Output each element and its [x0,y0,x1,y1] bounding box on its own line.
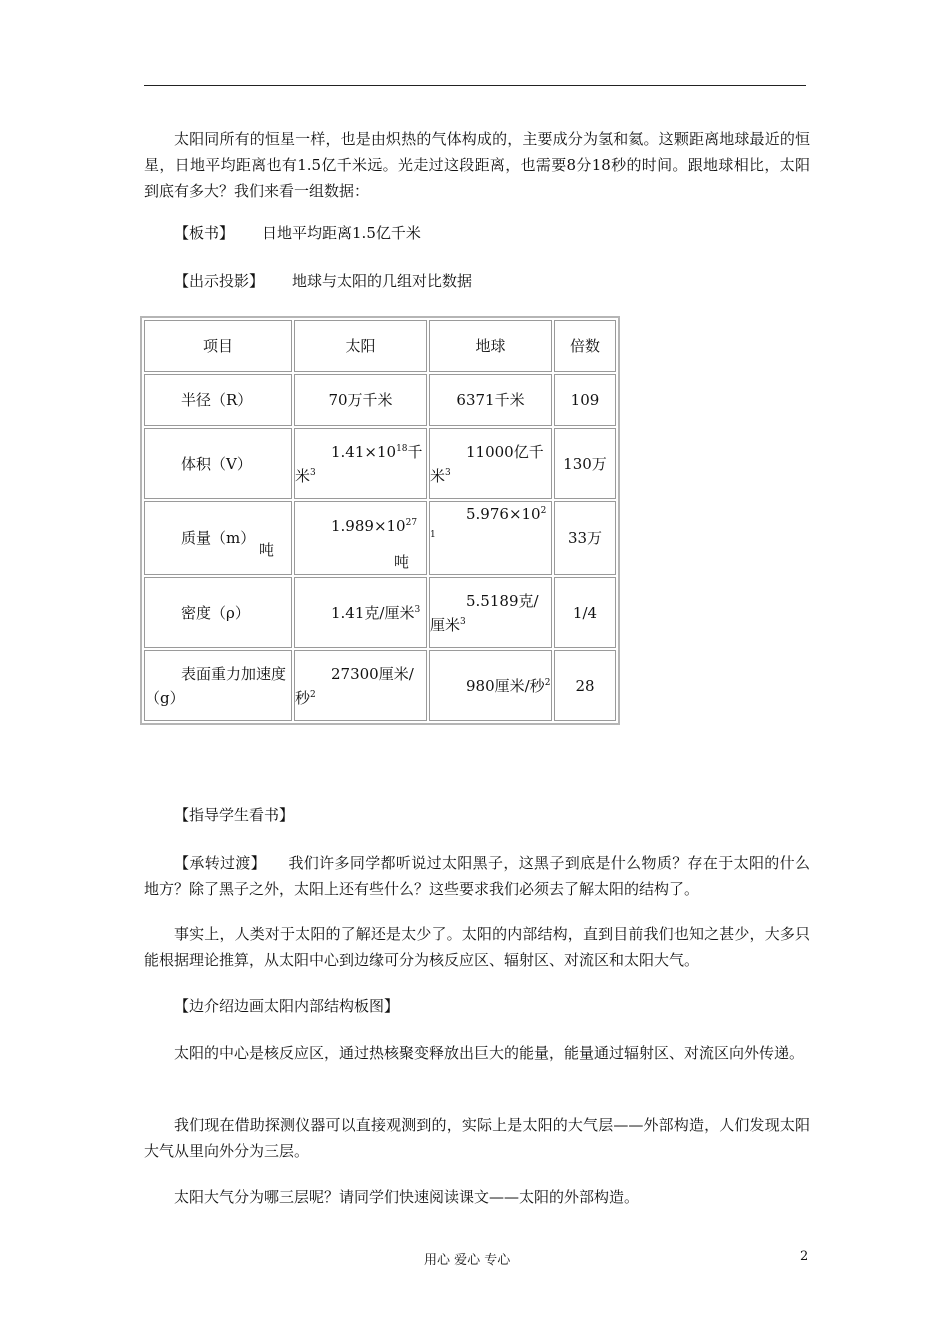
header-ratio: 倍数 [554,320,616,372]
show-line [144,268,810,294]
table-row [144,650,616,721]
mass-earth-unit: 吨 [394,553,410,571]
row-density-sun [294,577,427,648]
mass-earth-exp: 21 [430,506,547,540]
fact-paragraph: 事实上，人类对于太阳的了解还是太少了。太阳的内部结构，直到目前我们也知之甚少，大多只能根据理论推算，从太阳中心到边缘可分为核反应区、辐射区、对流区和太阳大气。 [144,925,810,969]
row-volume-earth [429,428,552,499]
transition-paragraph [144,850,810,902]
footer-motto: 用心 爱心 专心 [424,1253,511,1268]
draw-line: 【边介绍边画太阳内部结构板图】 [174,997,400,1015]
gravity-earth-exp: 2 [544,677,551,688]
row-gravity-item: 表面重力加速度（g） [144,650,292,721]
comparison-table [140,316,620,725]
header-item: 项目 [144,320,292,372]
row-radius-sun: 70万千米 [294,374,427,426]
row-density-item: 密度（ρ） [144,577,292,648]
header-sun: 太阳 [294,320,427,372]
row-volume-item: 体积（V） [144,428,292,499]
guide-line: 【指导学生看书】 [174,806,295,824]
core-paragraph: 太阳的中心是核反应区，通过热核聚变释放出巨大的能量，能量通过辐射区、对流区向外传递。 [174,1044,805,1062]
row-volume-sun [294,428,427,499]
row-gravity-sun [294,650,427,721]
mass-sun-exp: 27 [405,518,418,528]
density-sun-base: 1.41克/厘米 [331,603,415,622]
transition-tag: 【承转过渡】 [174,854,267,872]
question-paragraph: 太阳大气分为哪三层呢？请同学们快速阅读课文——太阳的外部构造。 [174,1188,640,1206]
show-tag: 【出示投影】 [174,272,265,290]
show-text: 地球与太阳的几组对比数据 [292,272,473,290]
volume-sun-unit: 千米 [295,442,423,485]
volume-earth-base: 11000亿千米 [430,442,544,485]
header-earth: 地球 [429,320,552,372]
gravity-sun-exp: 2 [310,689,316,700]
volume-earth-exp: 3 [445,467,451,478]
row-volume-ratio: 130万 [554,428,616,499]
mass-earth-base: 5.976×10 [466,505,541,523]
volume-sun-base: 1.41×10 [331,442,397,461]
gravity-earth-base: 980厘米/秒 [466,676,545,695]
observe-paragraph: 我们现在借助探测仪器可以直接观测到的，实际上是太阳的大气层——外部构造，人们发现太阳大气从里向外分为三层。 [144,1116,810,1160]
intro-paragraph: 太阳同所有的恒星一样，也是由炽热的气体构成的，主要成分为氢和氦。这颗距离地球最近的恒星，日地平均距离也有1.5亿千米远。光走过这段距离，也需要8分18秒的时间。跟地球相比，太阳到底有多大？我们来看一组数据： [144,130,810,200]
row-radius-ratio: 109 [554,374,616,426]
volume-sun-unit-exp: 3 [310,467,316,478]
table-header-row [144,320,616,372]
mass-sun-unit: 吨 [259,541,275,559]
table-row [144,428,616,499]
row-mass-item: 质量（m） [144,501,292,575]
board-text: 日地平均距离1.5亿千米 [262,224,421,242]
mass-sun-base: 1.989×10 [331,517,406,535]
gravity-sun-base: 27300厘米/秒 [295,664,414,707]
density-sun-exp: 3 [414,604,421,615]
table-row [144,374,616,426]
row-gravity-ratio: 28 [554,650,616,721]
row-density-earth [429,577,552,648]
density-earth-exp: 3 [460,616,466,627]
row-radius-item: 半径（R） [144,374,292,426]
board-line [144,220,810,246]
page-number: 2 [800,1249,809,1264]
table-row [144,501,616,575]
header-rule [144,85,806,86]
row-mass-ratio: 33万 [554,501,616,575]
row-radius-earth: 6371千米 [429,374,552,426]
transition-text: 我们许多同学都听说过太阳黑子，这黑子到底是什么物质？存在于太阳的什么地方？除了黑子之外，太阳上还有些什么？这些要求我们必须去了解太阳的结构了。 [144,854,810,898]
volume-sun-exp: 18 [396,443,408,454]
table-row [144,577,616,648]
density-earth-base: 5.5189克/厘米 [430,591,539,634]
board-tag: 【板书】 [174,224,235,242]
row-gravity-earth [429,650,552,721]
row-density-ratio: 1/4 [554,577,616,648]
